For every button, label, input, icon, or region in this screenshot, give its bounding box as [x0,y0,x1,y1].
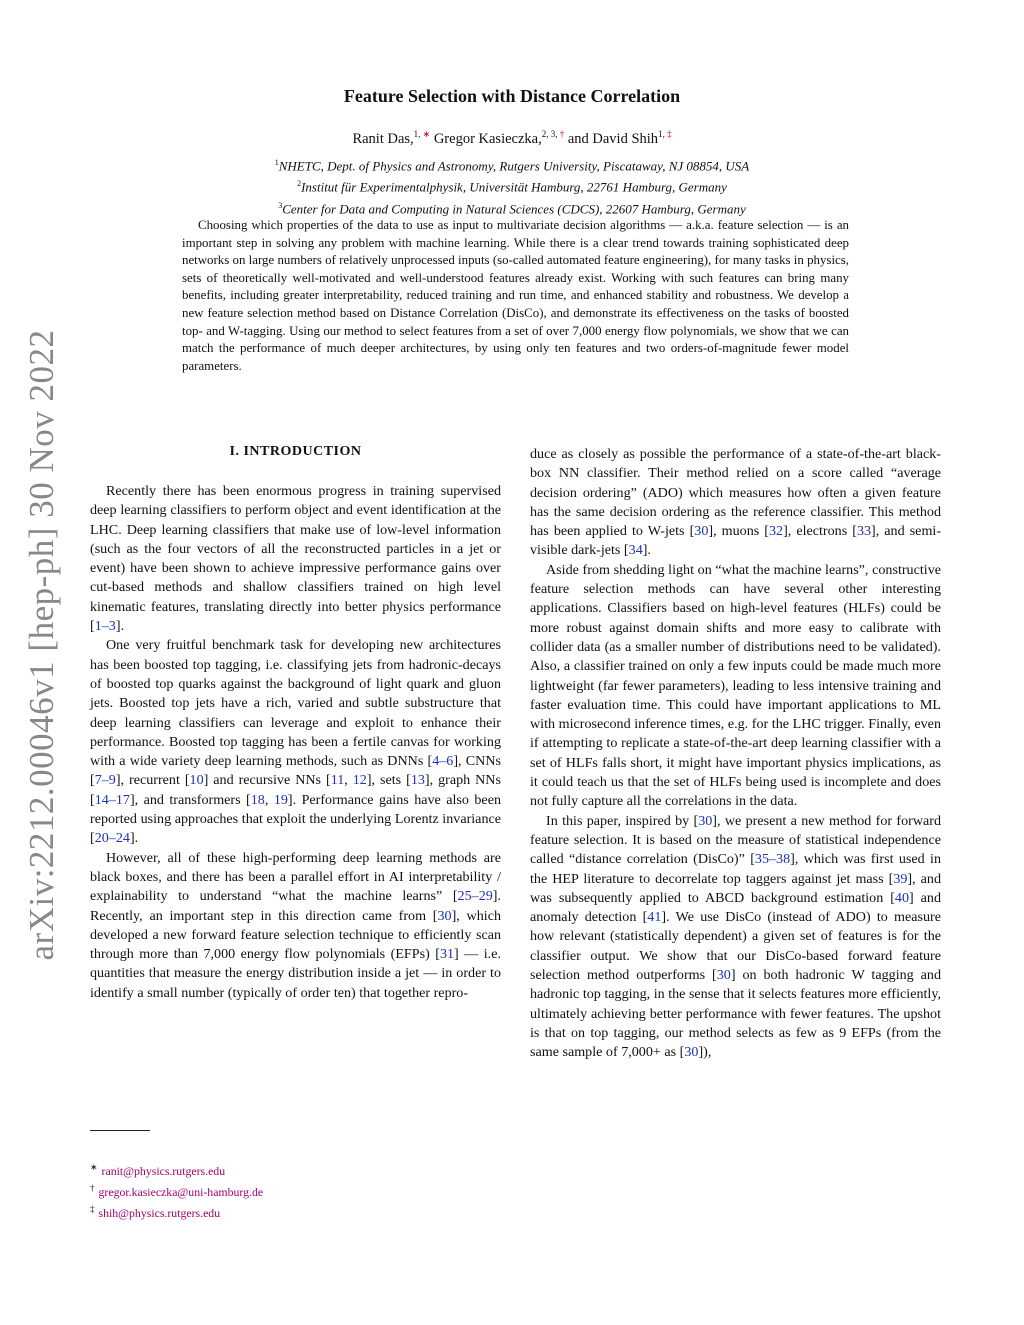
paragraph-text: ], CNNs [ [90,753,502,789]
paragraph [90,636,501,848]
paragraph-text: ], recurrent [ [115,772,190,789]
citation-link[interactable]: 35–38 [754,851,791,868]
email-link[interactable]: ranit@physics.rutgers.edu [101,1163,226,1178]
paragraph-text: ], and semi-visible dark-jets [ [530,523,942,559]
citation-link[interactable]: 14–17 [94,791,130,808]
citation-link[interactable]: 31 [439,946,455,963]
paragraph-text: ], muons [ [708,523,769,540]
paragraph-text: ], and was subsequently applied to ABCD background estimation [ [530,870,941,906]
citation-link[interactable]: 39 [893,870,908,887]
citation-link[interactable]: 4–6 [432,753,454,770]
affiliation: $^3$Center for Data and Computing in Natural Sciences (CDCS), 22607 Hamburg, Germany [278,200,746,216]
footnote: † gregor.kasieczka@uni-hamburg.de [90,1182,264,1199]
footnote-separator [90,1130,150,1131]
paragraph-text: However, all of these high-performing deep learning methods are black boxes, and there has been a parallel effort in AI interpretability / explainability to understand “what the machine learns” [ [90,849,501,905]
citation-link[interactable]: 40 [894,889,909,906]
paper-title: Feature Selection with Distance Correlation [343,86,681,106]
citation-link[interactable]: 10 [189,772,204,789]
affiliation-list [0,154,1024,218]
citation-link[interactable]: 11 [330,772,345,789]
paragraph-text: ]. Recently, an important step in this direction came from [ [90,888,501,924]
footnotes [90,1159,501,1222]
paragraph-text: ], we present a new method for forward feature selection. It is based on the measure of statistical independence called “distance correlation (DisCo)” [ [530,812,941,868]
section-heading-introduction: I. INTRODUCTION [229,444,362,459]
paragraph-text: ]. [115,618,125,635]
footnote-mark[interactable]: ∗ [422,129,431,139]
footnote-mark[interactable]: ‡ [667,129,672,139]
email-link[interactable]: gregor.kasieczka@uni-hamburg.de [98,1184,264,1199]
paragraph [90,482,501,636]
author-name: and David Shih [567,130,659,147]
paragraph-text: Recently there has been enormous progress in training supervised deep learning classifiers to perform object and event identification at the LHC. Deep learning classifiers that make use of low-level information (such as the four vectors of all the reconstructed particles in a jet or event) have been shown to achieve impressive performance gains over cut-based methods and shallow classifiers trained on high level kinematic features, translating directly into better physics performance [ [90,483,501,635]
citation-link[interactable]: 18 [250,791,265,808]
abstract [182,217,849,375]
paragraph [530,561,941,812]
citation-link[interactable]: 32 [768,523,784,540]
paragraph-text: ]. We use DisCo (instead of ADO) to measure how relevant (statistically dependent) a given set of features is for the classifier output. We show that our DisCo-based forward feature selection method outperforms [ [530,909,941,984]
paragraph-text: ], electrons [ [783,523,857,540]
paragraph-text: ]. [642,542,651,559]
paragraph-text: ] — i.e. quantities that measure the energy distribution inside a jet — in order to identify a small number (typically of order ten) that together repro- [90,946,501,1001]
citation-link[interactable]: 25–29 [457,888,493,905]
left-text-column [90,482,501,1003]
paragraph-text: ]. Performance gains have also been reported using approaches that exploit the underlying Lorentz invariance [ [90,791,501,847]
paragraph-text: One very fruitful benchmark task for developing new architectures has been boosted top tagging, i.e. classifying jets from hadronic-decays of boosted top quarks against the background of light quark and gluon jets. Boosted top jets have a rich, varied and subtle substructure that deep learning classifiers can leverage and exploit to enhance their performance. Boosted top tagging has been a fertile canvas for working with a wide variety deep learning methods, such as DNNs [ [90,637,501,770]
paragraph-text: duce as closely as possible the performance of a state-of-the-art black-box NN classifier. Their method relied on a score called “average decision ordering” (ADO) which measures how often a given feature has the same decision ordering as the reference classifier. This method has been applied to W-jets [ [530,446,941,540]
footnote: ∗ ranit@physics.rutgers.edu [90,1162,226,1178]
citation-link[interactable]: 33 [856,523,872,540]
citation-link[interactable]: 7–9 [94,772,116,789]
abstract-text: Choosing which properties of the data to use as input to multivariate decision algorithms — a.k.a. feature selection — is an important step in solving any problem with machine learning. While there is a clear trend towards training sophisticated deep networks on large numbers of relatively unprocessed inputs (so-called automated feature engineering), for many tasks in physics, sets of theoretically well-motivated and well-understood features already exist. Working with such features can bring many benefits, including greater interpretability, reduced training and run time, and enhanced stability and robustness. We develop a new feature selection method based on Distance Correlation (DisCo), and demonstrate its effectiveness on the tasks of boosted top- and W-tagging. Using our method to select features from a set of over 7,000 energy flow polynomials, we show that we can match the performance of much deeper architectures, by using only ten features and two orders-of-magnitude fewer model parameters. [182,218,849,373]
arxiv-id: arXiv:2212.00046v1 [hep-ph] 30 Nov 2022 [22,329,61,961]
paragraph-text: , [344,772,353,789]
email-link[interactable]: shih@physics.rutgers.edu [98,1205,221,1220]
paragraph-text: ], which was first used in the HEP literature to decorrelate top taggers against jet mass [ [530,851,941,887]
paragraph-text: ]), [698,1044,712,1061]
paragraph-text: ], and transformers [ [129,791,251,808]
citation-link[interactable]: 34 [628,542,643,559]
paragraph-text: ], which developed a new forward feature selection technique to efficiently scan through more than 7,000 energy flow polynomials (EFPs) [ [90,907,502,963]
author-name: Ranit Das, [352,130,414,147]
citation-link[interactable]: 30 [684,1044,699,1061]
footnote-mark[interactable]: † [559,129,565,139]
citation-link[interactable]: 19 [273,791,288,808]
arxiv-identifier-stamp [22,329,62,961]
citation-link[interactable]: 41 [647,909,662,926]
paragraph-text: ], graph NNs [ [90,772,501,808]
citation-link[interactable]: 30 [694,523,709,540]
paragraph [530,445,941,561]
citation-link[interactable]: 13 [410,772,425,789]
citation-link[interactable]: 12 [352,772,367,789]
citation-link[interactable]: 1–3 [94,618,116,635]
paragraph [530,812,941,1063]
paragraph-text: ], sets [ [366,772,411,789]
citation-link[interactable]: 30 [698,812,713,829]
author-list: Ranit Das,$^{1, ∗}$ Gregor Kasieczka,$^{2, 3, \dagger}$ and David Shih$^{1, \ddagger}$ [352,129,672,147]
paragraph-text: ] and recursive NNs [ [203,772,331,789]
affiliation: $^2$Institut für Experimentalphysik, Universität Hamburg, 22761 Hamburg, Germany [297,179,727,195]
affiliation: $^1$NHETC, Dept. of Physics and Astronomy, Rutgers University, Piscataway, NJ 08854, USA [274,158,750,174]
paragraph-text: , [264,791,274,808]
paragraph [90,849,501,1003]
author-name: Gregor Kasieczka, [433,130,542,147]
paragraph-text: ] and anomaly detection [ [530,889,941,926]
paragraph-text: ] on both hadronic W tagging and hadronic top tagging, in the sense that it selects features more efficiently, ultimately achieving better performance with fewer features. The upshot is that on top tagging, our method selects as few as 9 EFPs (from the same sample of 7,000+ as [ [530,967,941,1061]
footnote: ‡ shih@physics.rutgers.edu [90,1203,221,1220]
paragraph-text: ]. [129,830,139,847]
paragraph-text: Aside from shedding light on “what the machine learns”, constructive feature selection methods can have several other interesting applications. Classifiers based on high-level features (HLFs) could be more robust against domain shifts and more easy to calibrate with collider data (as a smaller number of distributions need to be validated). Also, a classifier trained on only a few inputs could be made much more lightweight (far fewer parameters), leading to less intensive training and faster evaluation time. This could have important applications to ML with microsecond inference times, e.g. for the LHC trigger. Finally, even if attempting to replicate a state-of-the-art deep learning classifier with a set of HLFs falls short, it might have important physics implications, as it could teach us that the set of HLFs being used is incomplete and does not fully capture all the correlations in the data. [530,561,941,810]
right-text-column [530,445,941,1063]
citation-link[interactable]: 30 [716,967,731,984]
paragraph-text: In this paper, inspired by [ [546,812,699,829]
citation-link[interactable]: 20–24 [94,830,130,847]
citation-link[interactable]: 30 [437,907,452,924]
